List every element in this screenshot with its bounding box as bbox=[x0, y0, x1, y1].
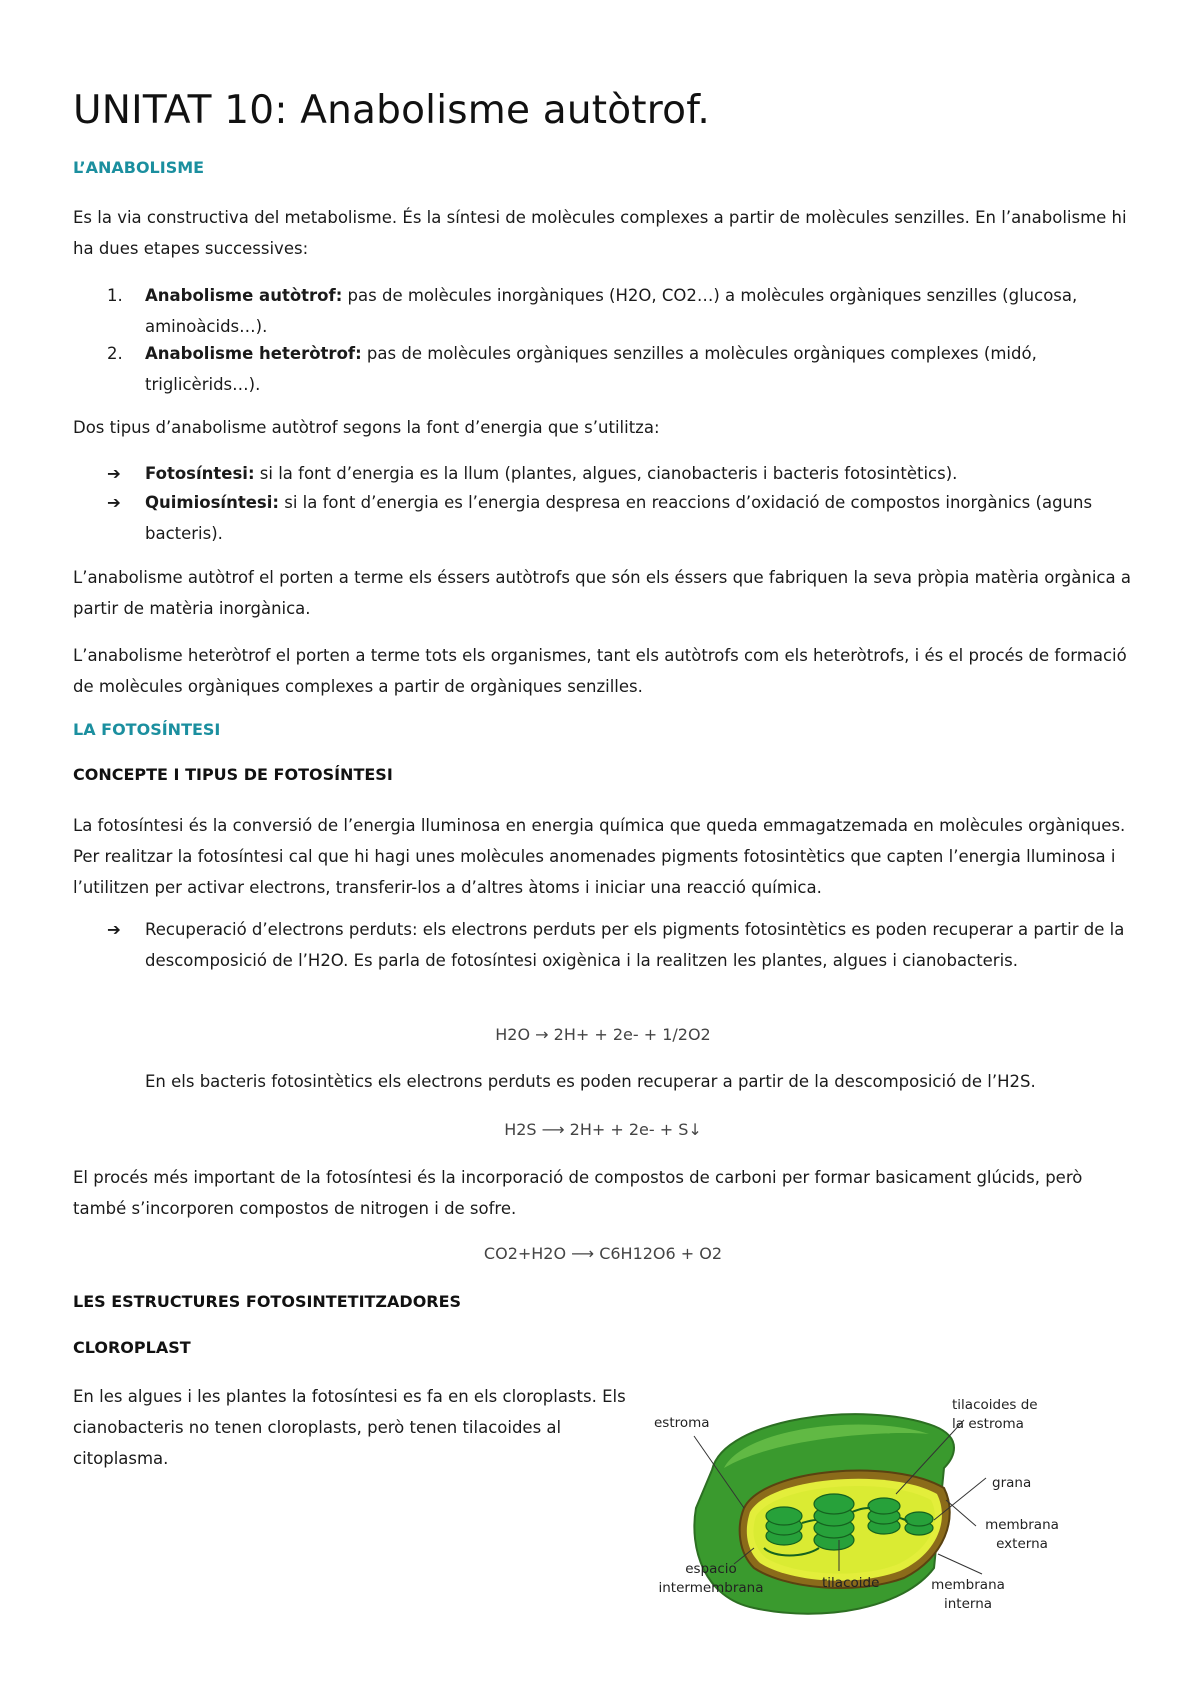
chloroplast-diagram bbox=[634, 1397, 1154, 1646]
definition: si la font d’energia es la llum (plantes, algues, cianobacteris i bacteris fotosintètics). bbox=[254, 464, 958, 483]
label-tilacoide: tilacoide bbox=[822, 1575, 880, 1591]
list-item-step-1 bbox=[107, 280, 1135, 342]
definition: pas de molècules orgàniques senzilles a molècules orgàniques complexes (midó, triglicèrids…). bbox=[145, 344, 1037, 394]
heading-estructures: LES ESTRUCTURES FOTOSINTETITZADORES bbox=[73, 1292, 462, 1311]
chloroplast-illustration bbox=[634, 1408, 1154, 1646]
label-membrana-externa: membrana externa bbox=[985, 1517, 1059, 1552]
term: Fotosíntesi: bbox=[145, 464, 255, 483]
paragraph-heterotrof: L’anabolisme heteròtrof el porten a terme tots els organismes, tant els autòtrofs com els heteròtrofs, i és el procés de formació de molècules orgàniques complexes a partir de orgàniques senzilles. bbox=[73, 646, 1127, 696]
arrow-bullet-icon: ➔ bbox=[107, 493, 121, 512]
arrow-bullet-icon: ➔ bbox=[107, 920, 121, 939]
list-item-recuperacio bbox=[107, 914, 1135, 976]
paragraph-cloroplast: En les algues i les plantes la fotosíntesi es fa en els cloroplasts. Els cianobacteris no tenen cloroplasts, però tenen tilacoides al citoplasma. bbox=[73, 1387, 626, 1468]
equation-h2s: H2S ⟶ 2H+ + 2e- + S↓ bbox=[504, 1120, 702, 1139]
term: Anabolisme autòtrof: bbox=[145, 286, 343, 305]
list-item-quimiosintesi bbox=[107, 487, 1135, 549]
paragraph-concept: La fotosíntesi és la conversió de l’energia lluminosa en energia química que queda emmagatzemada en molècules orgàniques. Per realitzar la fotosíntesi cal que hi hagi unes molècules anomenades pigments fotosintètics que capten l’energia lluminosa i l’utilitzen per activar electrons, transferir-los a d’altres àtoms i iniciar una reacció química. bbox=[73, 816, 1126, 897]
paragraph-process: El procés més important de la fotosíntesi és la incorporació de compostos de carboni per formar basicament glúcids, però també s’incorporen compostos de nitrogen i de sofre. bbox=[73, 1168, 1083, 1218]
list-item-fotosintesi bbox=[107, 458, 1135, 489]
definition: si la font d’energia es l’energia despresa en reaccions d’oxidació de compostos inorgànics (aguns bacteris). bbox=[145, 493, 1093, 543]
paragraph-autotrof: L’anabolisme autòtrof el porten a terme els éssers autòtrofs que són els éssers que fabriquen la seva pròpia matèria orgànica a partir de matèria inorgànica. bbox=[73, 568, 1131, 618]
equation-glucose: CO2+H2O ⟶ C6H12O6 + O2 bbox=[483, 1244, 723, 1263]
label-espacio-intermembrana: espacio intermembrana bbox=[658, 1561, 764, 1596]
list-number: 2. bbox=[107, 344, 123, 363]
definition: pas de molècules inorgàniques (H2O, CO2…) a molècules orgàniques senzilles (glucosa, aminoàcids…). bbox=[145, 286, 1078, 336]
paragraph-types-intro: Dos tipus d’anabolisme autòtrof segons la font d’energia que s’utilitza: bbox=[73, 418, 660, 437]
list-number: 1. bbox=[107, 286, 123, 305]
term: Anabolisme heteròtrof: bbox=[145, 344, 362, 363]
paragraph-intro: Es la via constructiva del metabolisme. És la síntesi de molècules complexes a partir de molècules senzilles. En l’anabolisme hi ha dues etapes successives: bbox=[73, 208, 1127, 258]
subheading-cloroplast: CLOROPLAST bbox=[73, 1338, 191, 1357]
bullet-text: Recuperació d’electrons perduts: els electrons perduts per els pigments fotosintètics es poden recuperar a partir de la descomposició de l’H2O. Es parla de fotosíntesi oxigènica i la realitzen les plantes, algues i cianobacteris. bbox=[145, 920, 1125, 970]
term: Quimiosíntesi: bbox=[145, 493, 279, 512]
paragraph-bacteris: En els bacteris fotosintètics els electrons perduts es poden recuperar a partir de la descomposició de l’H2S. bbox=[145, 1072, 1036, 1091]
label-grana: grana bbox=[992, 1475, 1032, 1491]
label-tilacoides-estroma: tilacoides de la estroma bbox=[952, 1397, 1038, 1432]
label-estroma: estroma bbox=[654, 1415, 710, 1431]
page-title: UNITAT 10: Anabolisme autòtrof. bbox=[73, 88, 710, 133]
subheading-concepte: CONCEPTE I TIPUS DE FOTOSÍNTESI bbox=[73, 765, 393, 784]
label-membrana-interna: membrana interna bbox=[931, 1577, 1005, 1612]
list-item-step-2 bbox=[107, 338, 1135, 400]
arrow-bullet-icon: ➔ bbox=[107, 464, 121, 483]
heading-anabolisme: L’ANABOLISME bbox=[73, 158, 205, 177]
heading-fotosintesi: LA FOTOSÍNTESI bbox=[73, 720, 221, 739]
equation-water: H2O → 2H+ + 2e- + 1/2O2 bbox=[495, 1025, 711, 1044]
